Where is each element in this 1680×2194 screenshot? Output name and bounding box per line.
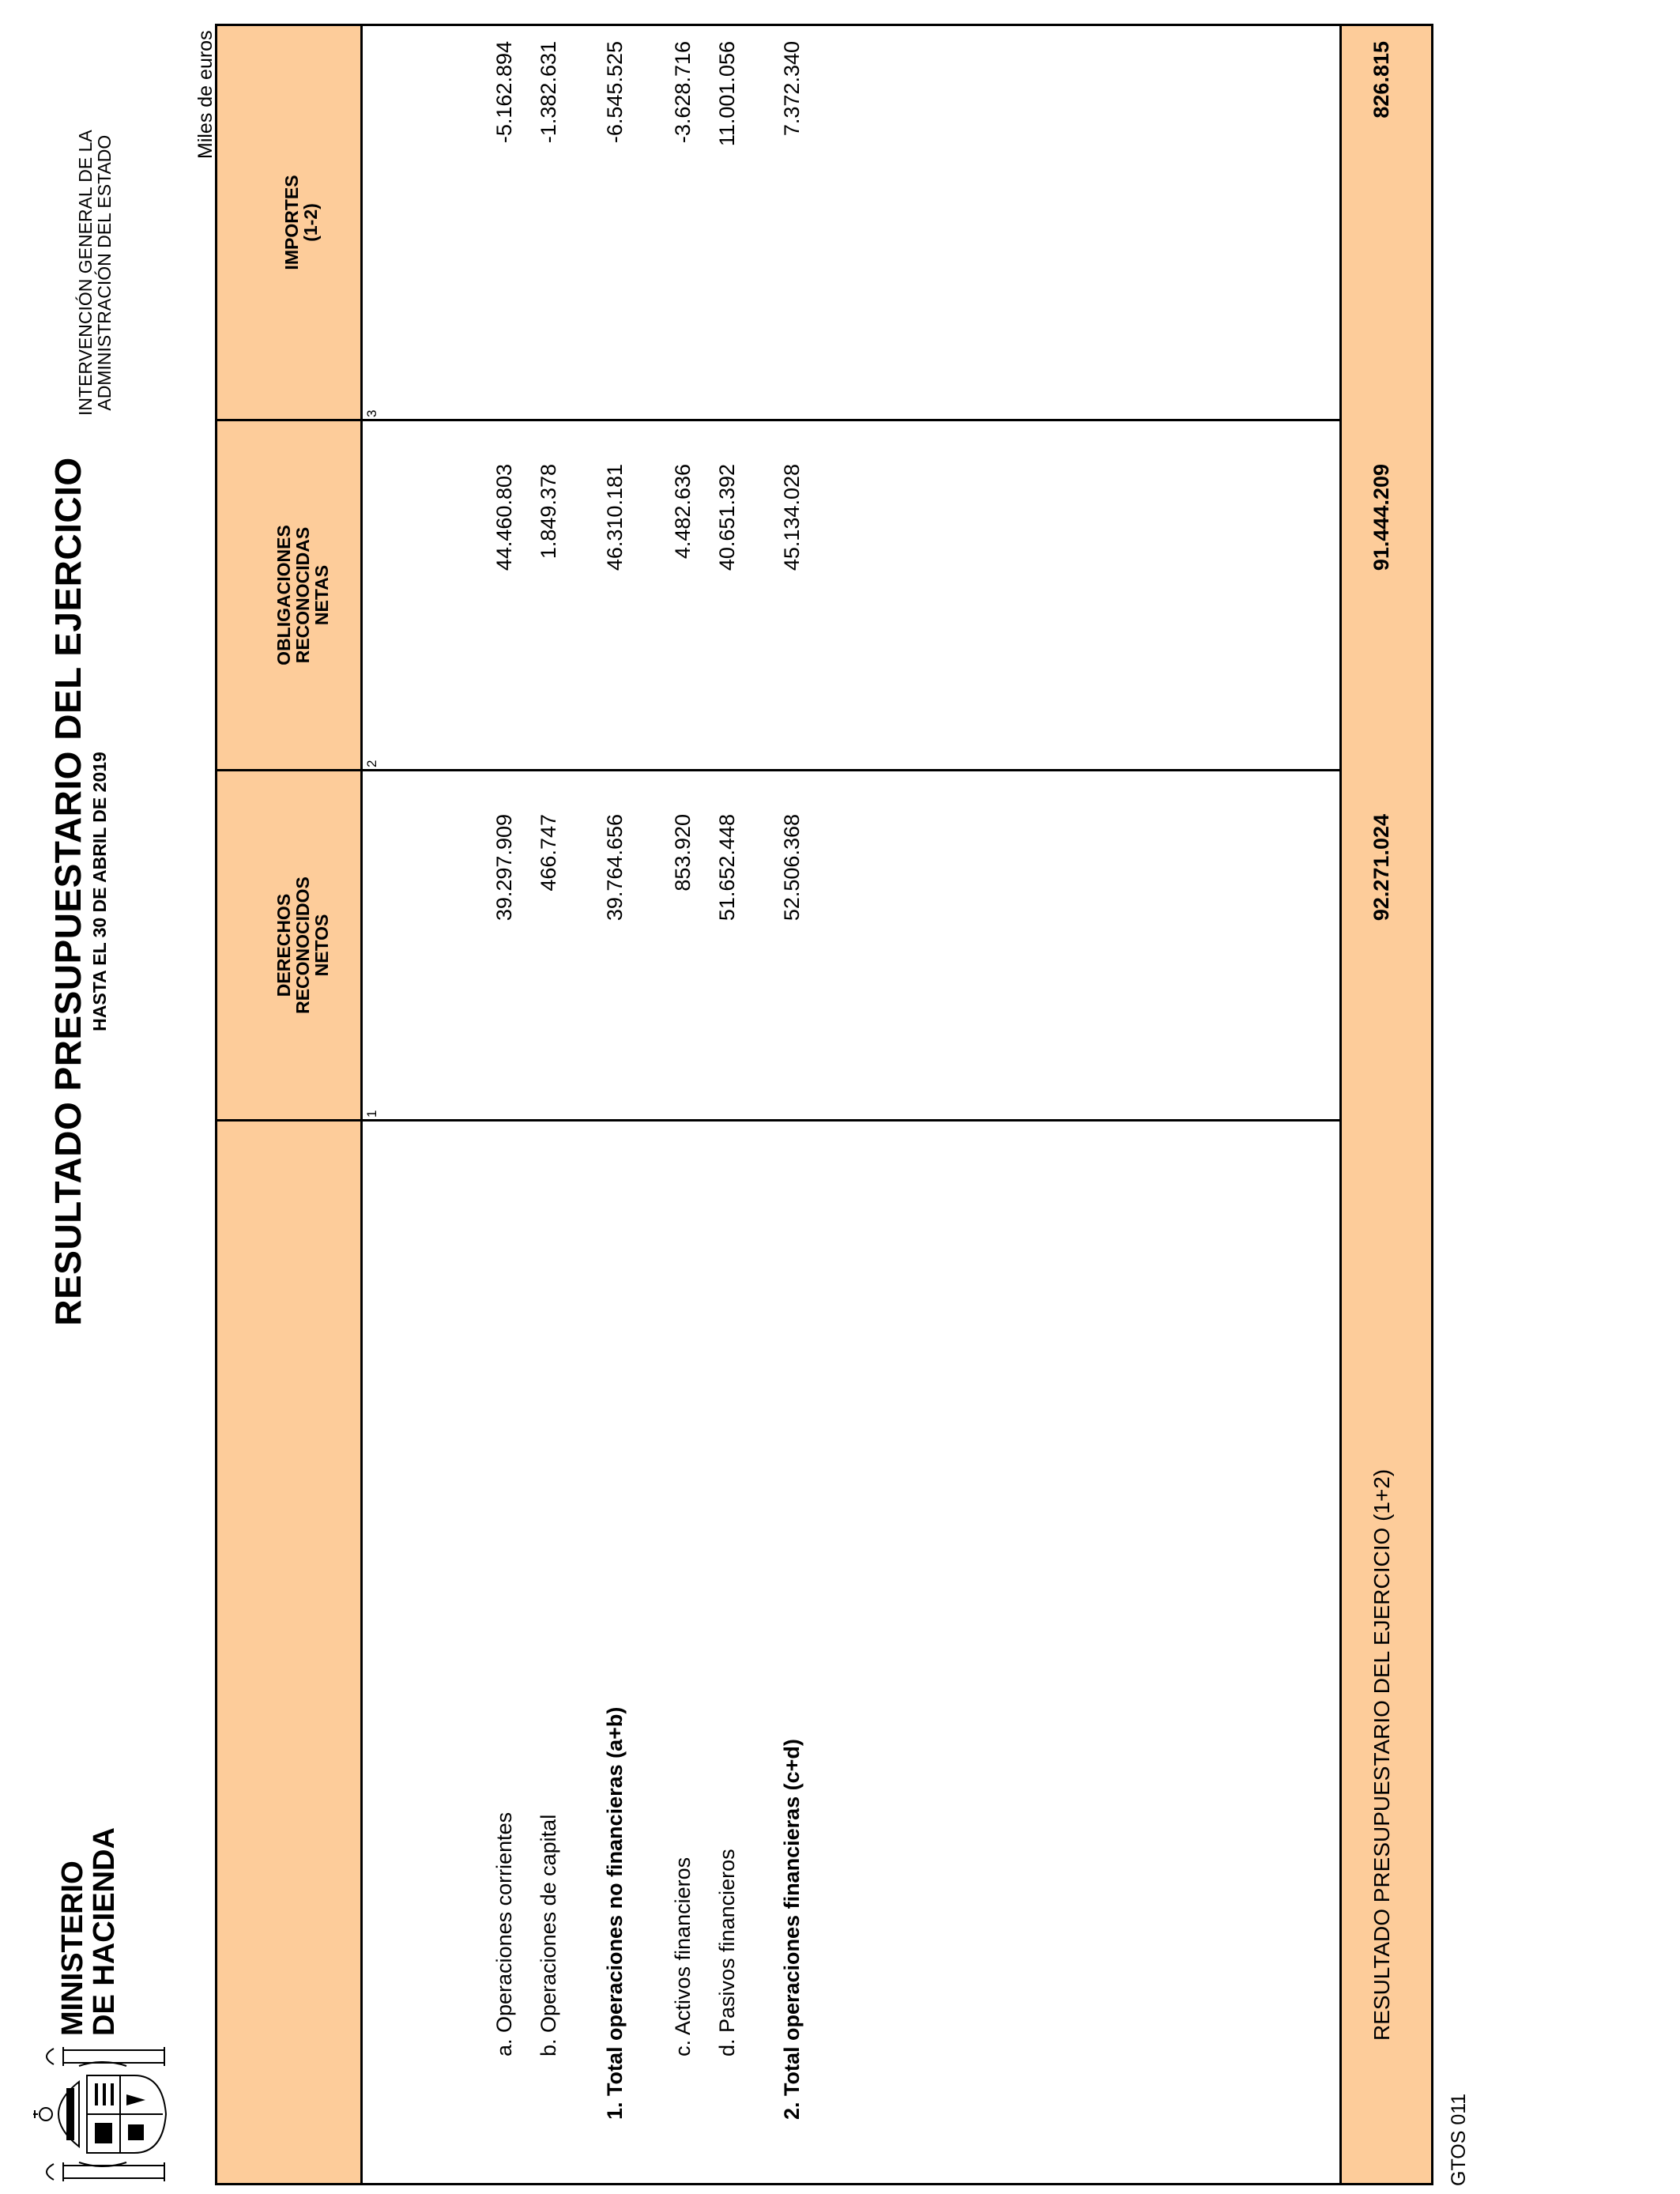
column-header-line: DERECHOS xyxy=(273,893,294,997)
row-obligaciones: 46.310.181 xyxy=(603,464,627,571)
column-number: 2 xyxy=(364,760,379,767)
row-derechos: 39.297.909 xyxy=(492,814,516,922)
column-divider xyxy=(217,769,1431,771)
row-derechos: 39.764.656 xyxy=(603,814,627,922)
grand-total-importes: 826.815 xyxy=(1369,41,1393,119)
row-importes: -6.545.525 xyxy=(603,41,627,144)
column-header-line: OBLIGACIONES xyxy=(273,525,294,665)
row-label-subtotal: 1. Total operaciones no financieras (a+b) xyxy=(603,1706,627,2120)
row-importes: 7.372.340 xyxy=(780,41,804,137)
column-divider xyxy=(217,1119,1431,1122)
row-label-subtotal: 2. Total operaciones financieras (c+d) xyxy=(780,1739,804,2120)
grand-total-label: RESULTADO PRESUPUESTARIO DEL EJERCICIO (1+2) xyxy=(1369,1468,1394,2041)
row-importes: -3.628.716 xyxy=(671,41,695,144)
form-code: GTOS 011 xyxy=(1448,2093,1470,2186)
row-importes: -1.382.631 xyxy=(537,41,560,144)
column-divider xyxy=(217,419,1431,421)
row-importes: -5.162.894 xyxy=(492,41,516,144)
column-header-line: NETOS xyxy=(311,914,332,977)
row-obligaciones: 4.482.636 xyxy=(671,464,695,560)
row-importes: 11.001.056 xyxy=(715,41,739,147)
page-title: RESULTADO PRESUPUESTARIO DEL EJERCICIO xyxy=(47,457,89,1326)
ministry-line-1: MINISTERIO xyxy=(56,1860,89,2036)
units-label: Miles de euros xyxy=(194,30,217,159)
column-header-line: (1-2) xyxy=(300,203,321,242)
row-obligaciones: 1.849.378 xyxy=(537,464,560,560)
row-derechos: 51.652.448 xyxy=(715,814,739,922)
row-derechos: 52.506.368 xyxy=(780,814,804,922)
page-subtitle: HASTA EL 30 DE ABRIL DE 2019 xyxy=(89,752,110,1031)
column-header-obligaciones xyxy=(274,421,331,769)
row-derechos: 853.920 xyxy=(671,814,695,892)
column-header-line: RECONOCIDOS xyxy=(292,876,313,1014)
grand-total-derechos: 92.271.024 xyxy=(1369,814,1393,922)
ministry-line-2: DE HACIENDA xyxy=(88,1827,121,2036)
agency-line-1: INTERVENCIÓN GENERAL DE LA xyxy=(75,130,96,416)
column-header-derechos xyxy=(274,771,331,1119)
row-obligaciones: 45.134.028 xyxy=(780,464,804,571)
agency-line-2: ADMINISTRACIÓN DEL ESTADO xyxy=(94,134,115,411)
column-number: 1 xyxy=(364,1110,379,1118)
column-header-line: NETAS xyxy=(311,564,332,626)
column-header-line: IMPORTES xyxy=(281,175,302,270)
column-number: 3 xyxy=(364,409,379,417)
column-header-importes xyxy=(282,26,320,419)
grand-total-obligaciones: 91.444.209 xyxy=(1369,464,1393,571)
row-obligaciones: 40.651.392 xyxy=(715,464,739,571)
row-label: a. Operaciones corrientes xyxy=(492,1811,516,2056)
budget-result-table xyxy=(215,24,1433,2185)
row-label: b. Operaciones de capital xyxy=(537,1814,560,2056)
row-label: d. Pasivos financieros xyxy=(715,1849,739,2056)
row-derechos: 466.747 xyxy=(537,814,560,892)
column-header-line: RECONOCIDAS xyxy=(292,526,313,664)
agency-name xyxy=(76,130,114,416)
row-obligaciones: 44.460.803 xyxy=(492,464,516,571)
row-label: c. Activos financieros xyxy=(671,1857,695,2056)
